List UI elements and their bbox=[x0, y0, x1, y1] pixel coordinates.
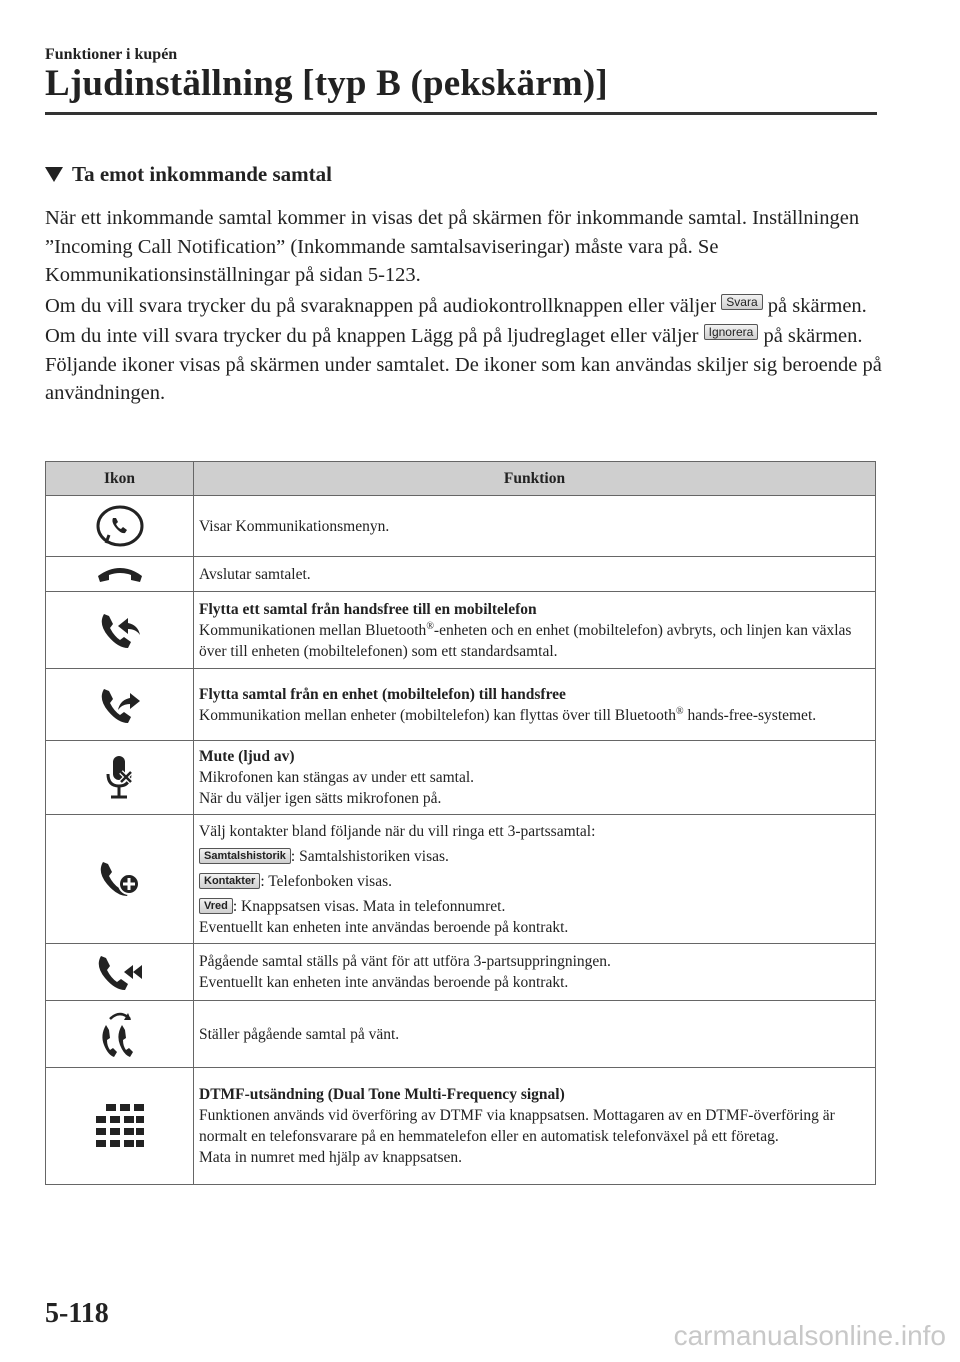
table-row bbox=[46, 1068, 876, 1185]
table-row bbox=[46, 741, 876, 815]
section-title: Ta emot inkommande samtal bbox=[72, 162, 332, 186]
icon-cell bbox=[46, 496, 194, 557]
section-heading bbox=[45, 162, 332, 187]
hang-up-icon[interactable] bbox=[95, 564, 145, 584]
function-cell: Välj kontakter bland följande när du vill ringa ett 3-partssamtal: Samtalshistorik : Samtalshistoriken visas. Kontakter : Telefonboken visas. Vred : Knappsatsen visas. Mata in telefonnumret. Eventuellt kan enheten inte användas beroende på kontrakt. bbox=[194, 815, 876, 944]
paragraph-icons: Följande ikoner visas på skärmen under samtalet. De ikoner som kan användas skiljer sig beroende på användningen. bbox=[45, 353, 882, 404]
transfer-to-handsfree-icon[interactable] bbox=[98, 685, 142, 725]
column-header-function: Funktion bbox=[194, 462, 876, 496]
icon-cell bbox=[46, 944, 194, 1001]
table-row bbox=[46, 592, 876, 669]
table-row bbox=[46, 815, 876, 944]
icon-cell bbox=[46, 1001, 194, 1068]
table-row bbox=[46, 557, 876, 592]
table-header-row bbox=[46, 462, 876, 496]
merge-call-icon[interactable] bbox=[97, 952, 143, 992]
keypad-icon[interactable] bbox=[94, 1102, 146, 1150]
function-cell: DTMF-utsändning (Dual Tone Multi-Frequency signal) Funktionen används vid överföring av DTMF via knappsatsen. Mottagaren av en DTMF-överföring är normalt en telefonsvarare på en hemmatelefon eller en automatisk telefonväxel på ett företag. Mata in numret med hjälp av knappsatsen. bbox=[194, 1068, 876, 1185]
title-rule bbox=[45, 112, 877, 115]
paragraph-intro: När ett inkommande samtal kommer in visas det på skärmen för inkommande samtal. Inställningen ”Incoming Call Notification” (Inkommande samtalsaviseringar) måste vara på. Se Kommunikationsinställningar på sidan 5-123. bbox=[45, 207, 860, 286]
watermark: carmanualsonline.info bbox=[673, 1320, 946, 1351]
function-cell: Ställer pågående samtal på vänt. bbox=[194, 1001, 876, 1068]
contacts-button[interactable]: Kontakter bbox=[199, 873, 260, 889]
function-cell: Visar Kommunikationsmenyn. bbox=[194, 496, 876, 557]
chapter-label: Funktioner i kupén bbox=[45, 46, 178, 63]
icon-cell bbox=[46, 815, 194, 944]
function-cell: Flytta ett samtal från handsfree till en mobiltelefon Kommunikationen mellan Bluetooth®-enheten och en enhet (mobiltelefon) avbryts, och linjen kan växlas över till enheten (mobiltelefonen) som ett standardsamtal. bbox=[194, 592, 876, 669]
icon-function-table bbox=[45, 461, 876, 1185]
call-history-button[interactable]: Samtalshistorik bbox=[199, 848, 291, 864]
triangle-bullet-icon bbox=[45, 167, 63, 182]
add-call-icon[interactable] bbox=[98, 858, 142, 900]
function-cell: Pågående samtal ställs på vänt för att utföra 3-partsuppringningen. Eventuellt kan enheten inte användas beroende på kontrakt. bbox=[194, 944, 876, 1001]
table-row bbox=[46, 944, 876, 1001]
page-number: 5-118 bbox=[45, 1298, 109, 1329]
function-cell: Mute (ljud av) Mikrofonen kan stängas av under ett samtal. När du väljer igen sätts mikrofonen på. bbox=[194, 741, 876, 815]
paragraph-answer: Om du vill svara trycker du på svaraknappen på audiokontrollknappen eller väljer Svara på skärmen. bbox=[45, 294, 867, 317]
function-cell: Avslutar samtalet. bbox=[194, 557, 876, 592]
table-row bbox=[46, 669, 876, 741]
page-title: Ljudinställning [typ B (pekskärm)] bbox=[45, 63, 608, 104]
dial-button[interactable]: Vred bbox=[199, 898, 233, 914]
icon-cell bbox=[46, 1068, 194, 1185]
communication-menu-icon[interactable] bbox=[96, 505, 144, 547]
transfer-to-phone-icon[interactable] bbox=[98, 610, 142, 650]
hold-call-icon[interactable] bbox=[100, 1009, 140, 1059]
icon-cell bbox=[46, 669, 194, 741]
table-row bbox=[46, 496, 876, 557]
function-cell: Flytta samtal från en enhet (mobiltelefon) till handsfree Kommunikation mellan enheter (mobiltelefon) kan flyttas över till Bluetooth® hands-free-systemet. bbox=[194, 669, 876, 741]
body-text bbox=[45, 204, 885, 408]
column-header-icon: Ikon bbox=[46, 462, 194, 496]
table-row bbox=[46, 1001, 876, 1068]
icon-cell bbox=[46, 741, 194, 815]
mute-icon[interactable] bbox=[105, 754, 135, 802]
icon-cell bbox=[46, 592, 194, 669]
icon-cell bbox=[46, 557, 194, 592]
answer-button[interactable]: Svara bbox=[721, 294, 762, 310]
paragraph-ignore: Om du inte vill svara trycker du på knappen Lägg på på ljudreglaget eller väljer Ignorera på skärmen. bbox=[45, 325, 863, 347]
ignore-button[interactable]: Ignorera bbox=[704, 324, 759, 340]
